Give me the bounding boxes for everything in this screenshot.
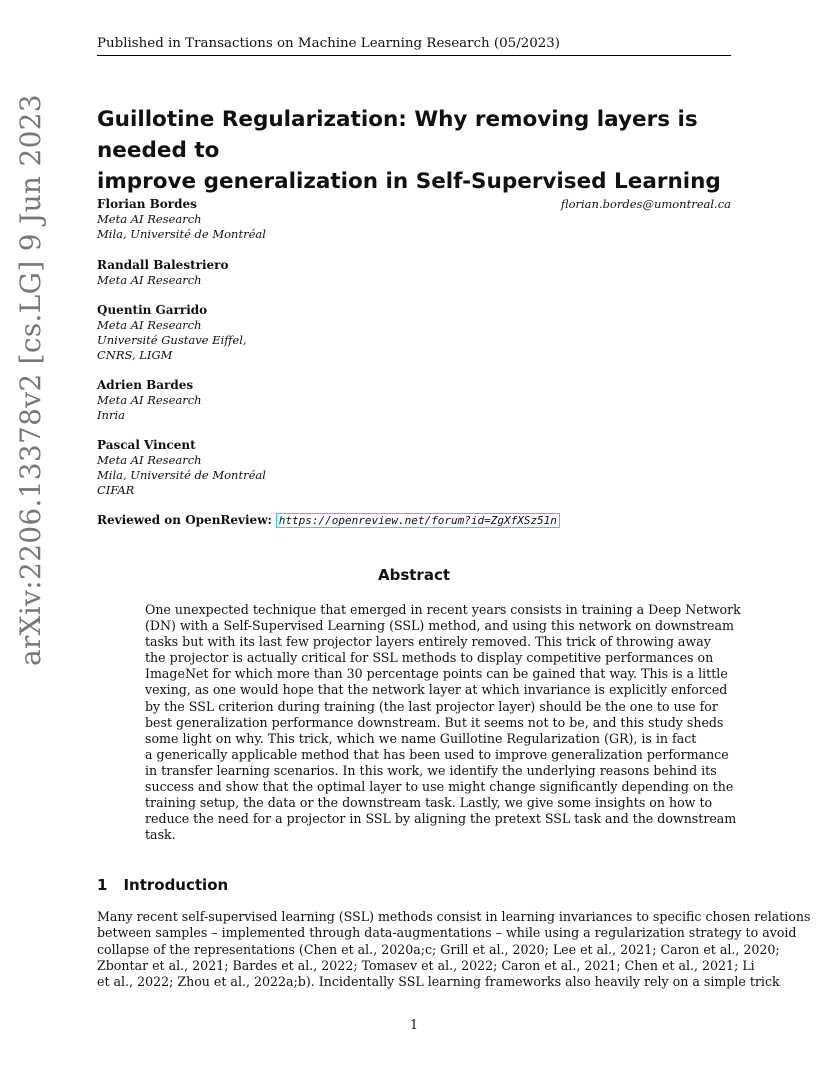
abstract-line: reduce the need for a projector in SSL by aligning the pretext SSL task and the downstream [145,811,737,827]
abstract-line: One unexpected technique that emerged in recent years consists in training a Deep Network [145,602,741,617]
openreview-link[interactable]: https://openreview.net/forum?id=ZgXfXSz51n [276,513,560,528]
review-note [97,513,560,527]
author-block [97,258,228,288]
author-affiliation: Meta AI Research [97,318,202,332]
intro-line: Many recent self-supervised learning (SSL) methods consist in learning invariances to specific chosen relations [97,909,811,924]
abstract-line: a generically applicable method that has been used to improve generalization performance [145,746,729,762]
author-name: Adrien Bardes [97,378,194,392]
section-number: 1 [97,876,108,894]
abstract-line: success and show that the optimal layer to use might change significantly depending on the [145,779,734,795]
review-label: Reviewed on OpenReview: [97,513,272,527]
author-affiliation: CIFAR [97,483,135,497]
author-affiliation: Mila, Université de Montréal [97,468,266,482]
author-affiliation: CNRS, LIGM [97,348,173,362]
author-affiliation: Meta AI Research [97,273,202,287]
title-line: Guillotine Regularization: Why removing layers is needed to [97,107,698,163]
intro-body [97,909,811,990]
intro-line: Zbontar et al., 2021; Bardes et al., 2022; Tomasev et al., 2022; Caron et al., 2021; Chen et al., 2021; Li [97,957,755,973]
title-line: improve generalization in Self-Supervised Learning [97,169,721,194]
running-head: Published in Transactions on Machine Learning Research (05/2023) [97,36,561,51]
author-block [97,378,202,423]
abstract-line: task. [145,827,176,843]
author-affiliation: Inria [97,408,125,422]
abstract-line: best generalization performance downstream. But it seems not to be, and this study sheds [145,714,724,730]
abstract-line: (DN) with a Self-Supervised Learning (SSL) method, and using this network on downstream [145,618,734,634]
author-name: Florian Bordes [97,197,197,211]
paper-title [97,104,747,197]
abstract-line: tasks but with its last few projector layers entirely removed. This trick of throwing away [145,634,711,650]
author-affiliation: Université Gustave Eiffel, [97,333,247,347]
abstract-heading: Abstract [377,566,451,584]
author-affiliation: Meta AI Research [97,453,202,467]
section-heading [97,876,228,894]
header-rule [97,55,731,56]
author-block [97,438,266,498]
intro-line: et al., 2022; Zhou et al., 2022a;b). Incidentally SSL learning frameworks also heavily rely on a simple trick [97,974,780,990]
section-title: Introduction [123,876,229,894]
arxiv-stamp: arXiv:2206.13378v2 [cs.LG] 9 Jun 2023 [14,94,47,666]
author-name: Randall Balestriero [97,258,229,272]
author-name: Quentin Garrido [97,303,208,317]
author-block [97,197,266,242]
author-affiliation: Mila, Université de Montréal [97,227,266,241]
author-affiliation: Meta AI Research [97,212,202,226]
abstract-body [145,602,741,843]
author-block [97,303,247,363]
author-affiliation: Meta AI Research [97,393,202,407]
abstract-line: the projector is actually critical for SSL methods to display competitive performances on [145,650,714,666]
intro-line: collapse of the representations (Chen et al., 2020a;c; Grill et al., 2020; Lee et al., 2021; Caron et al., 2020; [97,941,780,957]
page-number: 1 [409,1017,418,1032]
intro-line: between samples – implemented through data-augmentations – while using a regularization strategy to avoid [97,925,797,941]
abstract-line: some light on why. This trick, which we name Guillotine Regularization (GR), is in fact [145,730,697,746]
abstract-line: ImageNet for which more than 30 percentage points can be gained that way. This is a little [145,666,728,682]
abstract-line: in transfer learning scenarios. In this work, we identify the underlying reasons behind its [145,762,717,778]
author-name: Pascal Vincent [97,438,196,452]
abstract-line: by the SSL criterion during training (the last projector layer) should be the one to use for [145,698,718,714]
author-email[interactable]: florian.bordes@umontreal.ca [560,197,731,211]
abstract-line: vexing, as one would hope that the network layer at which invariance is explicitly enforced [145,682,728,698]
abstract-line: training setup, the data or the downstream task. Lastly, we give some insights on how to [145,795,713,811]
